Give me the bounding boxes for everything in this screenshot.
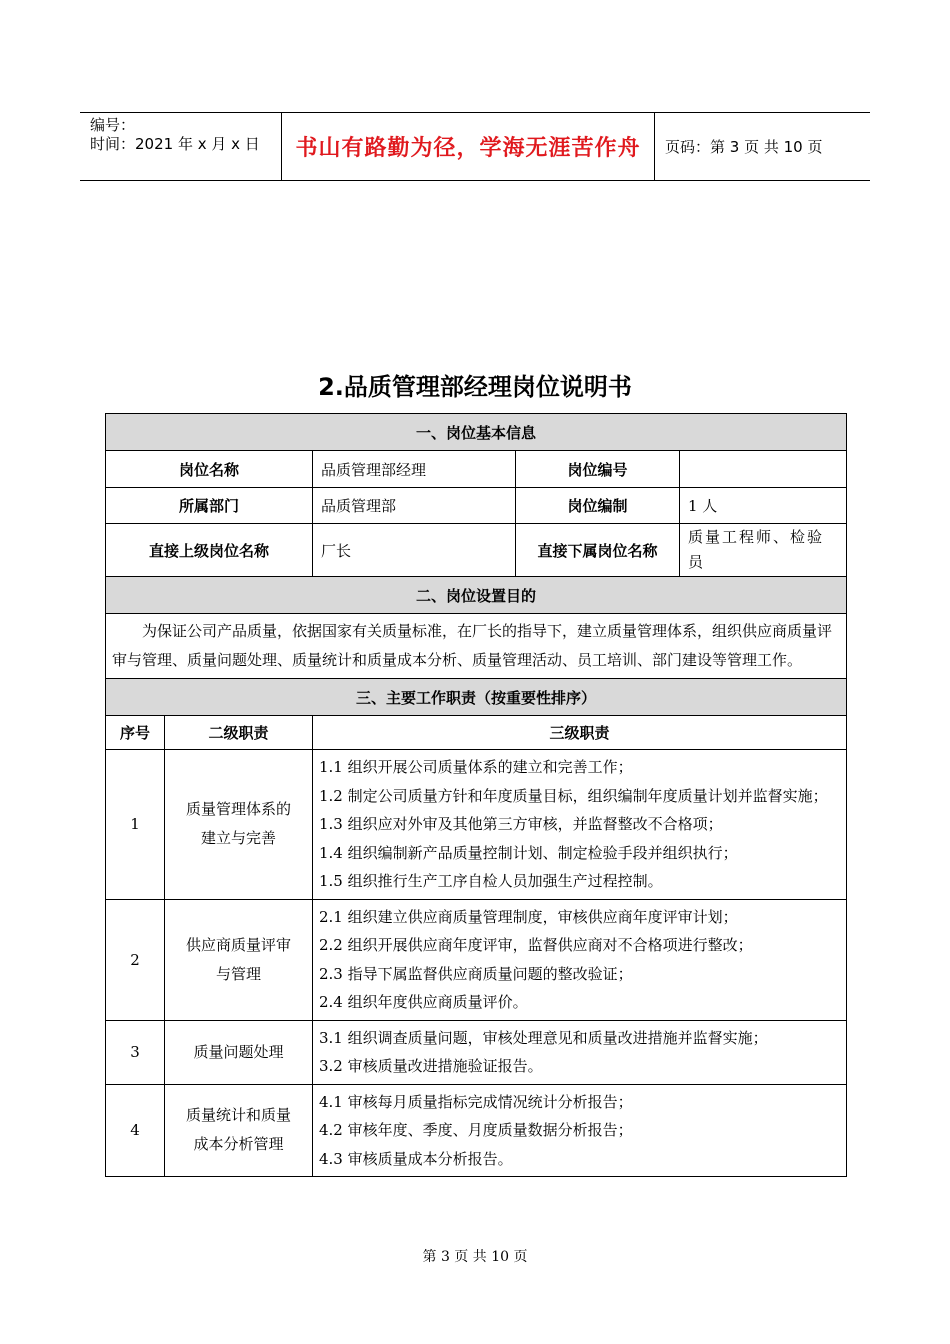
duty-item: 4.1 审核每月质量指标完成情况统计分析报告； [319,1092,633,1111]
duty-item: 2.3 指导下属监督供应商质量问题的整改验证； [319,964,633,983]
section1-heading: 一、岗位基本信息 [106,414,847,451]
page-header [80,112,870,181]
duty-item: 1.2 制定公司质量方针和年度质量目标，组织编制年度质量计划并监督实施； [319,786,828,805]
section-heading-row [106,414,847,451]
duty-item: 4.3 审核质量成本分析报告。 [319,1149,513,1168]
page-footer: 第 3 页 共 10 页 [422,1249,528,1265]
duty-number: 2 [106,899,165,1020]
info-label: 直接下属岗位名称 [516,524,680,577]
header-meta [90,116,260,154]
info-value [680,451,847,488]
job-description-table [105,413,847,1177]
duty-item: 1.3 组织应对外审及其他第三方审核，并监督整改不合格项； [319,815,723,833]
header-divider [654,113,655,180]
column-header-level2: 二级职责 [165,716,313,750]
info-value: 1 人 [680,488,847,524]
duty-level2: 质量管理体系的建立与完善 [165,750,313,900]
header-motto: 书山有路勤为径，学海无涯苦作舟 [295,136,641,161]
duty-item: 1.1 组织开展公司质量体系的建立和完善工作； [319,758,633,776]
info-label: 岗位名称 [106,451,313,488]
duty-number: 3 [106,1020,165,1084]
duty-level2: 供应商质量评审与管理 [165,899,313,1020]
duty-row [106,750,847,900]
duty-number: 4 [106,1084,165,1177]
info-row [106,451,847,488]
info-row [106,488,847,524]
info-label: 岗位编制 [516,488,680,524]
duty-level3-list [313,1084,847,1177]
section-heading-row [106,679,847,716]
duty-item: 3.2 审核质量改进措施验证报告。 [319,1057,543,1075]
duty-item: 1.4 组织编制新产品质量控制计划、制定检验手段并组织执行； [319,843,738,862]
section3-heading: 三、主要工作职责（按重要性排序） [106,679,847,716]
duty-level2: 质量问题处理 [165,1020,313,1084]
duty-item: 2.4 组织年度供应商质量评价。 [319,993,528,1011]
document-time-label: 时间：2021 年 x 月 x 日 [90,135,260,153]
duty-level2: 质量统计和质量成本分析管理 [165,1084,313,1177]
duty-item: 2.2 组织开展供应商年度评审，监督供应商对不合格项进行整改； [319,936,753,954]
duty-header-row [106,716,847,750]
duty-level3-list [313,899,847,1020]
purpose-text: 为保证公司产品质量，依据国家有关质量标准，在厂长的指导下，建立质量管理体系，组织供应商质量评审与管理、质量问题处理、质量统计和质量成本分析、质量管理活动、员工培训、部门建设等管理工作。 [106,614,847,679]
duty-item: 1.5 组织推行生产工序自检人员加强生产过程控制。 [319,872,663,890]
duty-item: 2.1 组织建立供应商质量管理制度，审核供应商年度评审计划； [319,907,738,926]
purpose-row [106,614,847,679]
column-header-level3: 三级职责 [313,716,847,750]
document-number-label: 编号： [90,116,136,134]
duty-number: 1 [106,750,165,900]
duty-item: 3.1 组织调查质量问题，审核处理意见和质量改进措施并监督实施； [319,1028,768,1047]
info-value: 品质管理部 [313,488,516,524]
info-label: 岗位编号 [516,451,680,488]
duty-level3-list [313,1020,847,1084]
info-value: 质量工程师、检验员 [680,524,847,577]
section-heading-row [106,577,847,614]
duty-item: 4.2 审核年度、季度、月度质量数据分析报告； [319,1121,633,1139]
info-value: 品质管理部经理 [313,451,516,488]
column-header-no: 序号 [106,716,165,750]
duty-row [106,899,847,1020]
header-page-info: 页码：第 3 页 共 10 页 [665,138,823,156]
info-row [106,524,847,577]
info-label: 直接上级岗位名称 [106,524,313,577]
info-value: 厂长 [313,524,516,577]
document-title: 2.品质管理部经理岗位说明书 [318,373,632,401]
duty-row [106,1020,847,1084]
info-label: 所属部门 [106,488,313,524]
duty-level3-list [313,750,847,900]
duty-row [106,1084,847,1177]
section2-heading: 二、岗位设置目的 [106,577,847,614]
